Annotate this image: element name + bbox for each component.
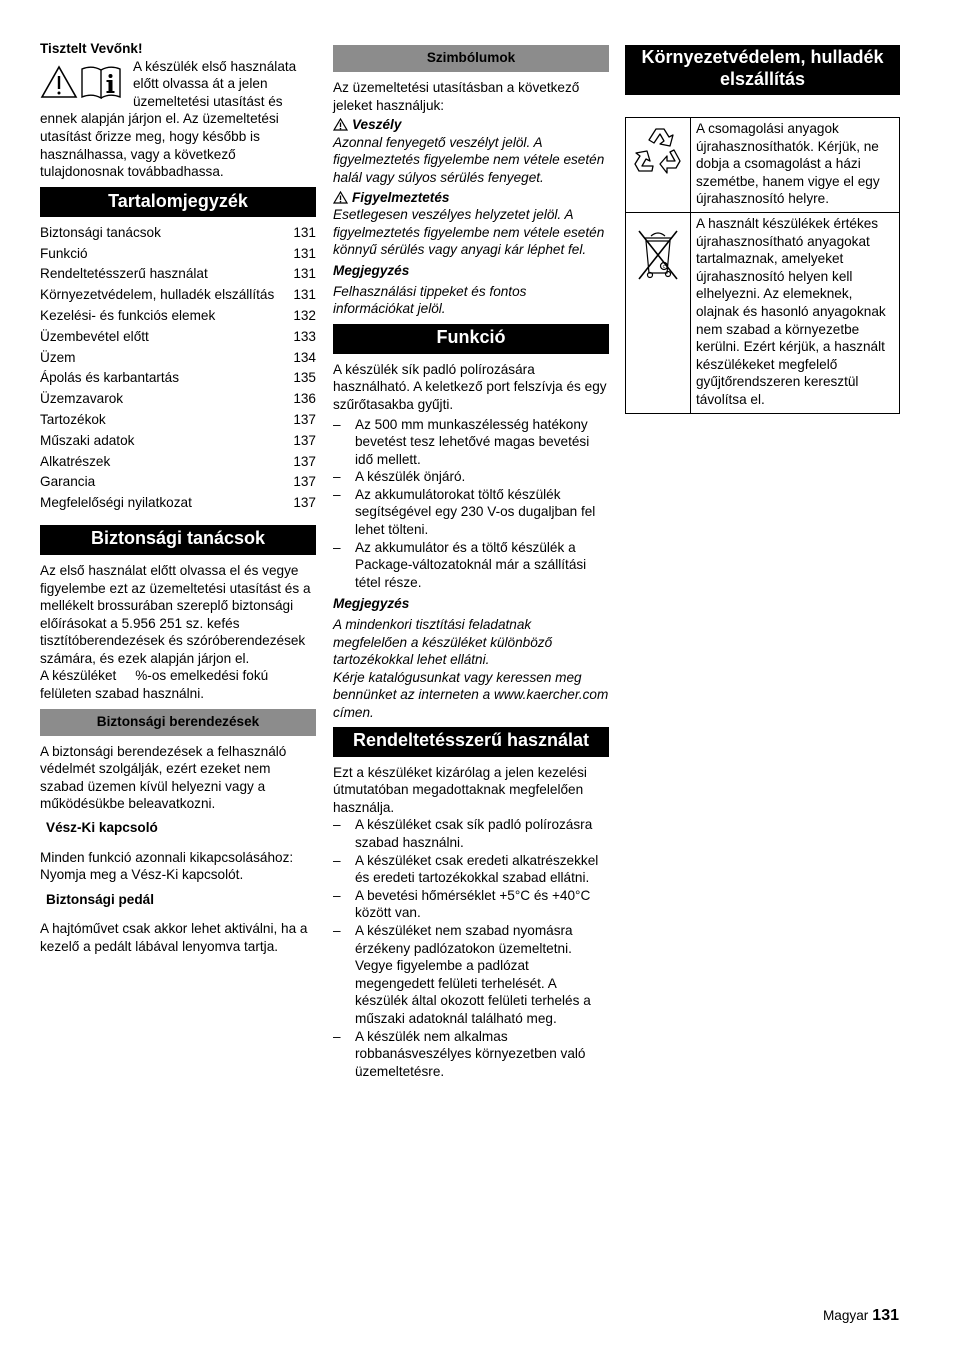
intro-icons	[40, 58, 133, 111]
bin-icon-cell	[626, 212, 691, 413]
toc-row	[40, 432, 316, 453]
estop-title: Vész-Ki kapcsoló	[46, 820, 158, 836]
column-right	[625, 45, 900, 414]
recycle-icon-cell	[626, 118, 691, 213]
intro-heading: Tisztelt Vevőnk!	[40, 41, 143, 56]
environment-title: Környezetvédelem, hulladék elszállítás	[625, 45, 900, 95]
toc-entry-page: 137	[293, 495, 316, 511]
safety-devices-title: Biztonsági berendezések	[40, 709, 316, 736]
danger-label: Veszély	[352, 117, 402, 133]
crossed-bin-icon	[635, 227, 681, 283]
toc-entry-label: Kezelési- és funkciós elemek	[40, 307, 216, 323]
toc-entry-page: 131	[293, 245, 316, 261]
danger-warning-icon	[333, 118, 348, 131]
disposal-text: A használt készülékek értékes újrahasznosítható anyagokat tartalmaznak, amelyeket újrahasznosító helyen kell elhelyezni. Az elemeknek, olajnak és hasonló anyagoknak nem szabad a környezetbe kerülni. Ezért kérjük, a használt készülékeket megfelelő gyűjtőrendszeren keresztül távolítsa el.	[691, 212, 900, 413]
toc-row	[40, 328, 316, 349]
toc-entry-label: Funkció	[40, 245, 88, 261]
toc-entry-page: 137	[293, 411, 316, 427]
toc-row	[40, 494, 316, 515]
page-number: 131	[872, 1307, 899, 1324]
symbols-intro: Az üzemeltetési utasításban a következő jeleket használjuk:	[333, 80, 580, 113]
toc-row	[40, 453, 316, 474]
column-left	[40, 40, 316, 956]
list-item: – Az akkumulátorokat töltő készülék segítségével egy 230 V-os dugaljban fel lehet tölteni.	[333, 486, 609, 539]
toc-entry-page: 133	[293, 328, 316, 344]
toc-row	[40, 307, 316, 328]
list-item: – A készüléket csak sík padló polírozásra szabad használni.	[333, 816, 609, 851]
recycle-text: A csomagolási anyagok újrahasznosíthatók. Kérjük, ne dobja a csomagolást a házi szemétbe, hanem vigye el egy újrahasznosító helyre.	[691, 118, 900, 213]
note-label: Megjegyzés	[333, 262, 410, 278]
danger-text: Azonnal fenyegető veszélyt jelöl. A figyelmeztetés figyelembe nem vétele esetén halál vagy súlyos sérülés fenyeget.	[333, 134, 605, 185]
note-text: Felhasználási tippeket és fontos információkat jelöl.	[333, 283, 527, 317]
toc-table	[40, 224, 316, 515]
toc-row	[40, 369, 316, 390]
safety-title: Biztonsági tanácsok	[40, 525, 316, 555]
toc-entry-label: Ápolás és karbantartás	[40, 370, 180, 386]
toc-row	[40, 286, 316, 307]
function-note-text1: A mindenkori tisztítási feladatnak megfelelően a készüléket különböző tartozékokkal lehet ellátni.	[333, 617, 553, 668]
toc-entry-page: 134	[293, 349, 316, 365]
toc-entry-label: Üzembevétel előtt	[40, 328, 149, 344]
recycle-row	[626, 118, 900, 213]
toc-entry-label: Garancia	[40, 474, 96, 490]
toc-row	[40, 245, 316, 266]
toc-entry-label: Üzem	[40, 349, 76, 365]
estop-text: Minden funkció azonnali kikapcsolásához: Nyomja meg a Vész-Ki kapcsolót.	[40, 849, 294, 883]
pedal-title: Biztonsági pedál	[46, 891, 155, 907]
intended-intro: Ezt a készüléket kizárólag a jelen kezelési útmutatóban megadottaknak megfelelően használja.	[333, 764, 587, 815]
warning-manual-icon	[40, 65, 122, 99]
safety-devices-text: A biztonsági berendezések a felhasználó védelmét szolgálják, ezért ezeket nem szabad üzemen kívül helyezni vagy a működésükbe beleavatkozni.	[40, 743, 287, 812]
intro-rest-text: ennek alapján járjon el. Az üzemeltetési utasítást őrizze meg, hogy később is használhassa, vagy a következő tulajdonosnak továbbadhassa.	[40, 111, 279, 180]
list-item: – A bevetési hőmérséklet +5°C és +40°C között van.	[333, 887, 609, 922]
toc-entry-page: 137	[293, 474, 316, 490]
function-list	[333, 416, 609, 592]
toc-row	[40, 349, 316, 370]
safety-para2: A készüléket %-os emelkedési fokú felületen szabad használni.	[40, 668, 272, 702]
toc-entry-label: Megfelelőségi nyilatkozat	[40, 495, 192, 511]
toc-row	[40, 265, 316, 286]
toc-entry-label: Biztonsági tanácsok	[40, 224, 161, 240]
list-item: – A készüléket csak eredeti alkatrészekkel és eredeti tartozékokkal szabad ellátni.	[333, 852, 609, 887]
toc-row	[40, 411, 316, 432]
toc-entry-page: 132	[293, 307, 316, 323]
list-item: – A készülék önjáró.	[333, 468, 609, 486]
intro-side-text: A készülék első használata előtt olvassa át a jelen üzemeltetési utasítást és	[133, 58, 297, 109]
toc-entry-label: Környezetvédelem, hulladék elszállítás	[40, 287, 275, 303]
function-note-label: Megjegyzés	[333, 596, 410, 612]
toc-entry-label: Műszaki adatok	[40, 432, 135, 448]
toc-entry-page: 137	[293, 453, 316, 469]
list-item: – A készülék nem alkalmas robbanásveszélyes környezetben való üzemeltetésre.	[333, 1028, 609, 1081]
function-title: Funkció	[333, 324, 609, 354]
function-note-text2: Kérje katalógusunkat vagy keressen meg bennünket az interneten a www.kaercher.com címen.	[333, 669, 609, 720]
intro-block	[40, 58, 316, 111]
pedal-text: A hajtóművet csak akkor lehet aktiválni, ha a kezelő a pedált lábával lenyomva tartja.	[40, 921, 308, 954]
toc-entry-page: 131	[293, 224, 316, 240]
warning-text: Esetlegesen veszélyes helyzetet jelöl. A figyelmeztetés figyelembe nem vétele esetén könnyű sérülés vagy anyagi kár léphet fel.	[333, 207, 605, 258]
symbols-title: Szimbólumok	[333, 45, 609, 72]
toc-row	[40, 224, 316, 245]
warning-label: Figyelmeztetés	[352, 189, 450, 205]
toc-entry-label: Rendeltetésszerű használat	[40, 266, 208, 282]
function-intro: A készülék sík padló polírozására használható. A keletkező port felszívja és egy szűrőtasakba gyűjti.	[333, 361, 607, 412]
toc-entry-page: 135	[293, 370, 316, 386]
toc-row	[40, 390, 316, 411]
list-item: – A készüléket nem szabad nyomásra érzékeny padlózatokon üzemeltetni. Vegye figyelembe a padlózat megengedett felületi terhelését. A készülék által okozott felületi terhelés a műszaki adatoknál található meg.	[333, 922, 609, 1028]
caution-warning-icon	[333, 191, 348, 204]
column-middle	[333, 45, 609, 1080]
toc-entry-page: 137	[293, 432, 316, 448]
recycle-icon	[632, 124, 684, 188]
toc-title: Tartalomjegyzék	[40, 187, 316, 217]
toc-entry-label: Tartozékok	[40, 411, 106, 427]
toc-entry-label: Alkatrészek	[40, 453, 111, 469]
page-footer	[823, 1307, 899, 1325]
disposal-row	[626, 212, 900, 413]
toc-row	[40, 473, 316, 494]
svg-text:c: c	[662, 264, 666, 271]
list-item: – Az akkumulátor és a töltő készülék a Package-változatoknál már a szállítási tétel része.	[333, 539, 609, 592]
toc-entry-label: Üzemzavarok	[40, 391, 124, 407]
intended-title: Rendeltetésszerű használat	[333, 727, 609, 757]
footer-language: Magyar	[822, 1308, 869, 1323]
toc-entry-page: 131	[293, 287, 316, 303]
toc-entry-page: 131	[293, 266, 316, 282]
safety-para1: Az első használat előtt olvassa el és vegye figyelembe ezt az üzemeltetési utasítást és a mellékelt brossurában szereplő biztonsági előírásokat a 5.956 251 sz. kefés tisztítóberendezések és szóróberendezések számára, és ezek alapján járjon el.	[40, 562, 311, 666]
toc-entry-page: 136	[293, 391, 316, 407]
environment-table	[625, 117, 900, 414]
intended-list	[333, 816, 609, 1080]
list-item: – Az 500 mm munkaszélesség hatékony bevetést tesz lehetővé magas bevetési idő mellett.	[333, 416, 609, 469]
